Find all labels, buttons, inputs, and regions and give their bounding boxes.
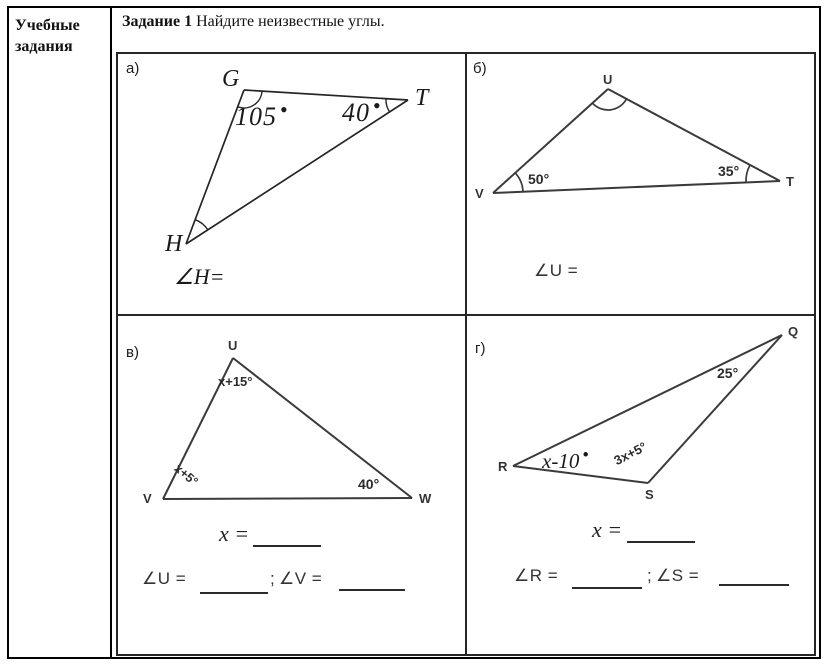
angle-value-Q: 25° [717,365,739,381]
vertex-label-U: U [603,72,613,87]
figure-a-cell [118,54,467,316]
degree-dot: • [280,97,289,122]
answer-blank-S[interactable] [719,584,789,586]
answer-label-S: ∠S = [656,566,700,585]
sidebar-cell [9,8,112,657]
triangle-g-drawing [467,316,814,654]
degree-dot: • [582,445,589,466]
answer-label-U: ∠U = [534,261,579,280]
triangle-a-drawing [118,54,465,314]
answer-blank-V[interactable] [339,589,405,591]
vertex-label-R: R [498,459,508,474]
triangle-b-drawing [467,54,814,314]
sidebar-title: Учебные задания [15,17,80,55]
answer-separator: ; [270,569,276,588]
figure-g-cell [467,316,814,654]
task-text: Найдите неизвестные углы. [196,13,385,30]
edge-V-W [163,498,412,499]
vertex-label-T: T [415,85,429,111]
x-equals-label: x = [219,521,250,546]
angle-value-G: 105 • [235,97,289,131]
edge-G-T [244,90,408,100]
figure-a-label: а) [126,60,140,77]
edge-U-W [233,358,412,498]
angle-value-U: x+15° [218,374,253,389]
angle-value-T: 40 • [342,93,382,127]
figure-v-cell [118,316,467,654]
edge-U-T [608,89,780,181]
answer-label-H: ∠H= [174,264,225,289]
answer-blank-x[interactable] [627,541,695,543]
edge-U-V [493,89,608,193]
figure-v-label: в) [126,344,139,361]
x-equals-label: x = [592,517,623,542]
vertex-label-G: G [222,66,240,92]
answer-label-U: ∠U = [142,569,187,588]
angle-value-V: 50° [528,171,550,187]
vertex-label-V: V [143,491,152,506]
edge-S-Q [648,335,782,483]
answer-blank-x[interactable] [253,545,321,547]
figure-b-cell [467,54,814,316]
angle-value-W: 40° [358,476,380,492]
vertex-label-W: W [419,491,432,506]
figure-b-label: б) [473,60,487,77]
worksheet-table [7,6,821,659]
vertex-label-T: T [786,174,794,189]
task-title [122,13,385,31]
angle-value-T: 35° [718,163,740,179]
degree-dot: • [373,93,382,118]
answer-blank-R[interactable] [572,587,642,589]
answer-separator: ; [647,566,653,585]
triangle-v-drawing [118,316,465,654]
vertex-label-V: V [475,186,484,201]
figures-grid [116,52,816,656]
vertex-label-S: S [645,487,654,502]
vertex-label-U: U [228,338,238,353]
task-cell [112,8,819,657]
answer-label-R: ∠R = [514,566,559,585]
vertex-label-Q: Q [788,324,799,339]
angle-value-R: x-10 • [542,445,589,473]
edge-Q-R [513,335,782,469]
angle-value-S: 3x+5° [611,438,650,469]
vertex-label-H: H [165,231,183,257]
figure-g-label: г) [475,340,486,357]
angle-value-V: x+5° [171,461,201,489]
task-number: Задание 1 [122,13,193,30]
answer-blank-U[interactable] [200,592,268,594]
answer-label-V: ∠V = [279,569,323,588]
